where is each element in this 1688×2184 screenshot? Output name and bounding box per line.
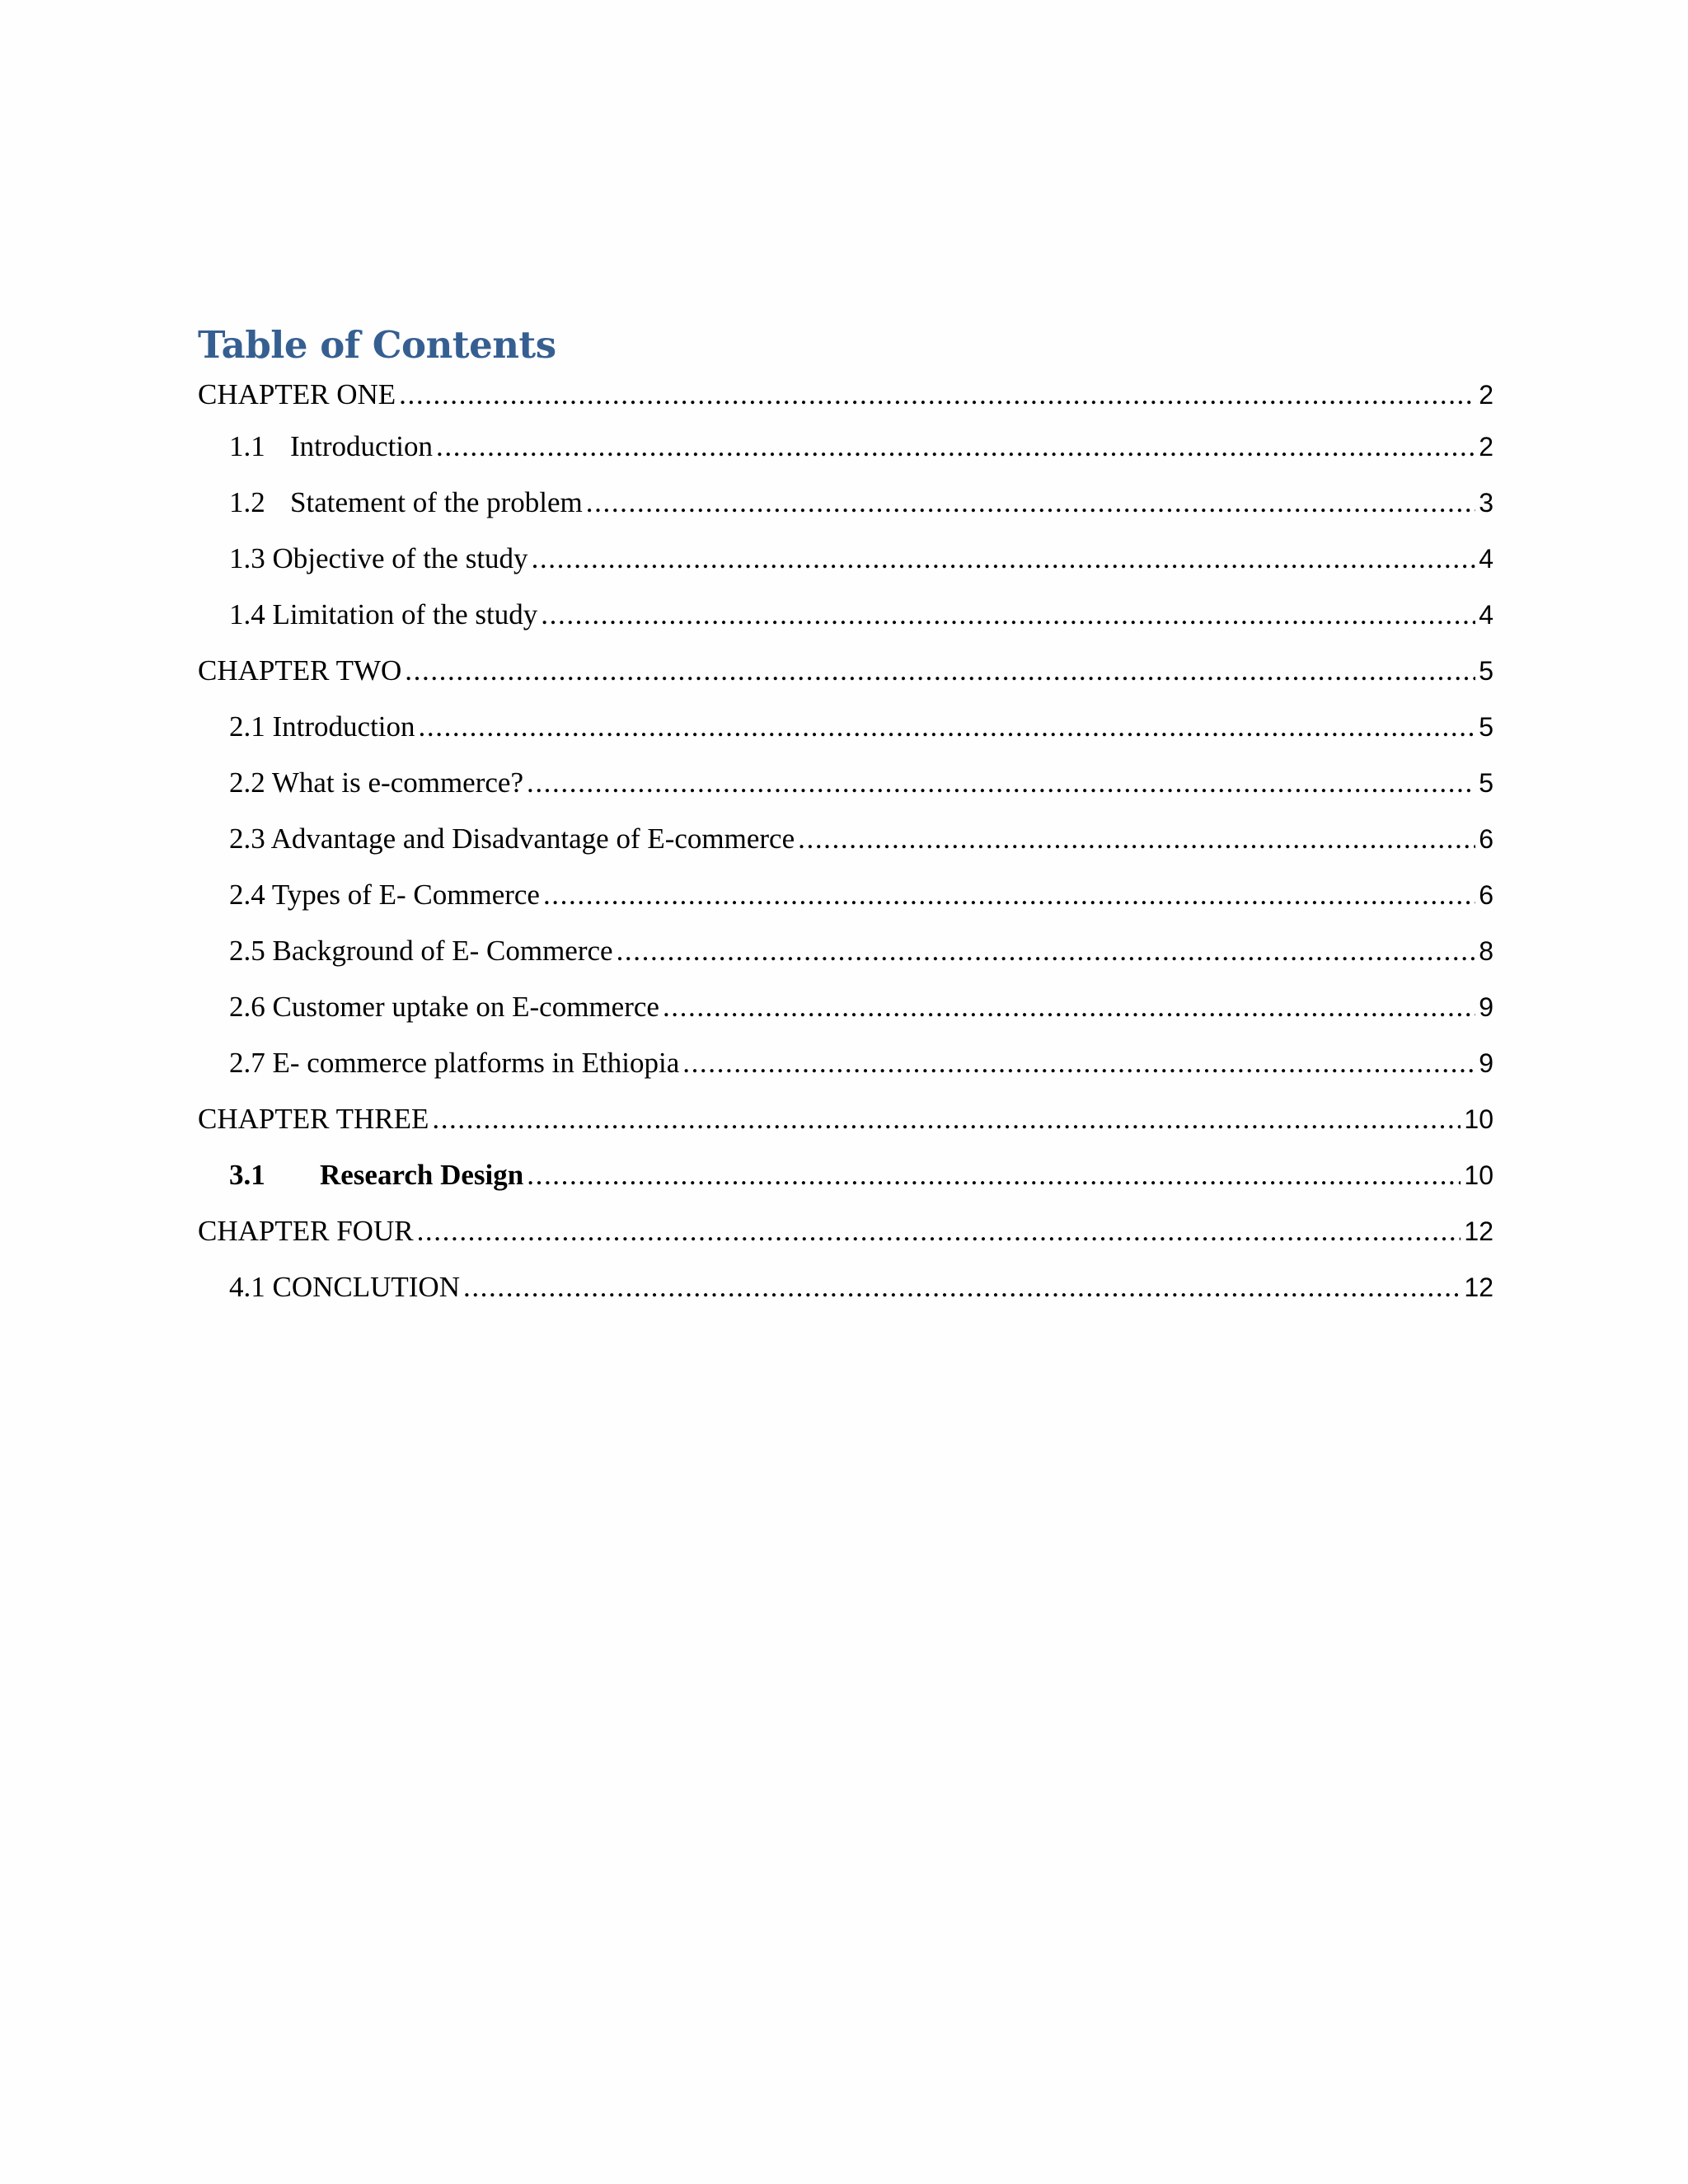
toc-page-number: 4 xyxy=(1479,544,1493,574)
table-of-contents xyxy=(198,320,1493,1315)
toc-dot-leader xyxy=(541,587,1475,643)
toc-list xyxy=(198,371,1493,1315)
toc-page-number: 5 xyxy=(1479,656,1493,686)
toc-entry-chapter-four[interactable] xyxy=(198,1203,1493,1259)
toc-page-number: 5 xyxy=(1479,768,1493,798)
toc-entry-3-1[interactable] xyxy=(198,1147,1493,1203)
toc-entry-label: 1.4 Limitation of the study xyxy=(229,598,538,630)
toc-entry-label: Statement of the problem xyxy=(290,486,583,518)
toc-entry-label: 2.1 Introduction xyxy=(229,710,415,743)
toc-entry-2-7[interactable] xyxy=(198,1035,1493,1091)
toc-entry-label: Research Design xyxy=(320,1159,524,1191)
toc-dot-leader xyxy=(463,1259,1461,1315)
toc-entry-label: 2.4 Types of E- Commerce xyxy=(229,879,540,911)
toc-dot-leader xyxy=(617,923,1476,979)
toc-entry-2-3[interactable] xyxy=(198,811,1493,867)
toc-entry-1-1[interactable] xyxy=(198,419,1493,475)
toc-entry-2-5[interactable] xyxy=(198,923,1493,979)
toc-entry-1-4[interactable] xyxy=(198,587,1493,643)
toc-page-number: 3 xyxy=(1479,488,1493,518)
toc-dot-leader xyxy=(432,1091,1461,1147)
toc-page-number: 12 xyxy=(1464,1216,1493,1246)
toc-entry-number: 1.2 xyxy=(229,486,265,518)
toc-dot-leader xyxy=(399,371,1475,419)
toc-dot-leader xyxy=(586,475,1475,531)
toc-page-number: 2 xyxy=(1479,380,1493,410)
toc-entry-label: 2.2 What is e-commerce? xyxy=(229,766,523,799)
toc-entry-chapter-two[interactable] xyxy=(198,643,1493,699)
toc-dot-leader xyxy=(682,1035,1475,1091)
toc-entry-label: Introduction xyxy=(290,430,434,462)
toc-title: Table of Contents xyxy=(198,323,556,367)
toc-entry-number: 3.1 xyxy=(229,1159,265,1191)
toc-entry-2-1[interactable] xyxy=(198,699,1493,755)
toc-page-number: 12 xyxy=(1464,1272,1493,1302)
toc-entry-label: 1.3 Objective of the study xyxy=(229,542,528,574)
toc-page-number: 6 xyxy=(1479,880,1493,910)
toc-page-number: 8 xyxy=(1479,936,1493,966)
toc-entry-2-4[interactable] xyxy=(198,867,1493,923)
toc-entry-4-1[interactable] xyxy=(198,1259,1493,1315)
toc-page-number: 10 xyxy=(1464,1160,1493,1190)
toc-dot-leader xyxy=(436,419,1475,475)
toc-dot-leader xyxy=(663,979,1475,1035)
toc-dot-leader xyxy=(417,1203,1461,1259)
toc-entry-label: 4.1 CONCLUTION xyxy=(229,1271,460,1303)
toc-dot-leader xyxy=(405,643,1475,699)
toc-dot-leader xyxy=(527,755,1475,811)
toc-entry-label: 2.7 E- commerce platforms in Ethiopia xyxy=(229,1047,680,1079)
toc-entry-label: CHAPTER FOUR xyxy=(198,1215,414,1247)
toc-page-number: 9 xyxy=(1479,1048,1493,1078)
toc-dot-leader xyxy=(798,811,1475,867)
toc-dot-leader xyxy=(527,1147,1461,1203)
toc-entry-label: CHAPTER THREE xyxy=(198,1103,429,1135)
toc-dot-leader xyxy=(543,867,1475,923)
toc-page-number: 2 xyxy=(1479,432,1493,462)
toc-entry-chapter-one[interactable] xyxy=(198,371,1493,419)
toc-page-number: 9 xyxy=(1479,992,1493,1022)
toc-entry-2-2[interactable] xyxy=(198,755,1493,811)
toc-entry-label: 2.3 Advantage and Disadvantage of E-commerce xyxy=(229,823,795,855)
toc-entry-number: 1.1 xyxy=(229,430,265,462)
toc-entry-label: 2.6 Customer uptake on E-commerce xyxy=(229,991,659,1023)
toc-entry-label: CHAPTER TWO xyxy=(198,654,402,687)
toc-page-number: 4 xyxy=(1479,600,1493,630)
toc-entry-chapter-three[interactable] xyxy=(198,1091,1493,1147)
toc-entry-1-2[interactable] xyxy=(198,475,1493,531)
toc-entry-label: 2.5 Background of E- Commerce xyxy=(229,935,613,967)
toc-dot-leader xyxy=(532,531,1476,587)
toc-dot-leader xyxy=(419,699,1476,755)
toc-page-number: 5 xyxy=(1479,712,1493,742)
toc-entry-2-6[interactable] xyxy=(198,979,1493,1035)
toc-page-number: 10 xyxy=(1464,1104,1493,1134)
toc-entry-1-3[interactable] xyxy=(198,531,1493,587)
toc-entry-label: CHAPTER ONE xyxy=(198,378,396,410)
toc-page-number: 6 xyxy=(1479,824,1493,854)
